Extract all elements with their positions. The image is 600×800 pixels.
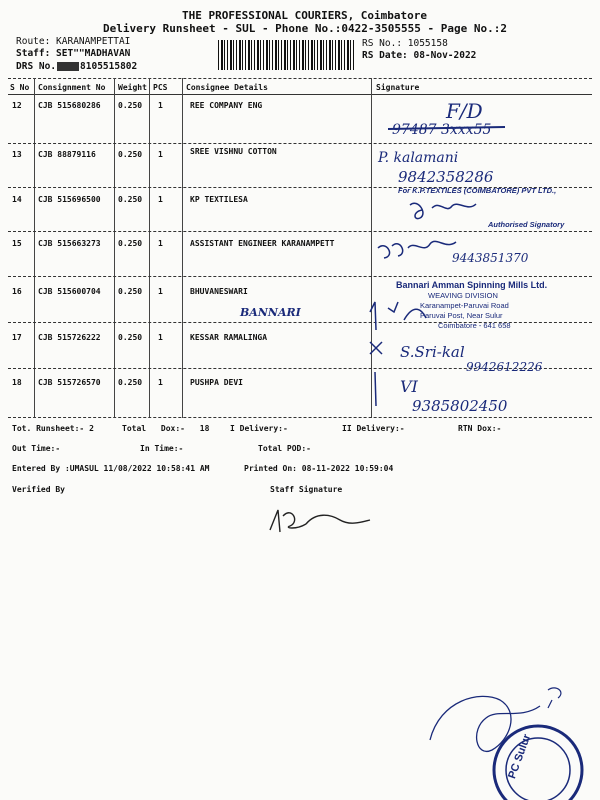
stamp-line-4: Paruvai Post, Near Sulur (420, 311, 503, 320)
stamp-line-3: Karanampet-Paruvai Road (420, 301, 509, 310)
staff-signature (270, 510, 370, 532)
row16-sign (370, 302, 426, 330)
rs-number: RS No.: 1055158 (362, 38, 448, 49)
stamp-line-1: Bannari Amman Spinning Mills Ltd. (396, 280, 548, 290)
stamp-line-5: Coimbatore - 641 658 (438, 321, 511, 330)
row-sno: 16 (12, 287, 22, 296)
row18-line (375, 372, 376, 406)
row-pcs: 1 (158, 378, 163, 387)
row-pcs: 1 (158, 101, 163, 110)
in-time: In Time:- (140, 444, 184, 453)
row-weight: 0.250 (118, 239, 143, 248)
row13-signature (377, 150, 556, 195)
auth-signatory: Authorised Signatory (488, 220, 565, 229)
row15-phone: 9443851370 (452, 251, 529, 265)
row-weight: 0.250 (118, 378, 143, 387)
rtn-dox: RTN Dox:- (458, 424, 502, 433)
ii-delivery: II Delivery:- (342, 424, 405, 433)
row17-signature (370, 342, 543, 374)
route-label: Route: KARANAMPETTAI (16, 36, 131, 47)
out-time: Out Time:- (12, 444, 61, 453)
row-consignee: REE COMPANY ENG (190, 101, 263, 110)
row-consignment: CJB 515680286 (38, 101, 101, 110)
row-consignee: SREE VISHNU COTTON (190, 147, 277, 156)
row-consignment: CJB 515726222 (38, 333, 101, 342)
row-pcs: 1 (158, 195, 163, 204)
staff-sign-scrawl (270, 510, 370, 532)
row17-phone: 9942612226 (466, 360, 543, 374)
row18-name: VI (400, 377, 418, 396)
kalamani-phone: 9842358286 (398, 168, 494, 186)
row-pcs: 1 (158, 287, 163, 296)
entered-by: Entered By :UMASUL 11/08/2022 10:58:41 AM (12, 464, 210, 473)
row-weight: 0.250 (118, 287, 143, 296)
row-consignee: PUSHPA DEVI (190, 378, 243, 387)
i-delivery: I Delivery:- (230, 424, 288, 433)
row-weight: 0.250 (118, 150, 143, 159)
row18-phone: 9385802450 (412, 397, 508, 415)
row16-signature (239, 280, 547, 330)
row-weight: 0.250 (118, 101, 143, 110)
col-weight: Weight (118, 83, 147, 92)
row-consignment: CJB 88879116 (38, 150, 96, 159)
row-sno: 14 (12, 195, 22, 204)
verified-by: Verified By (12, 485, 65, 494)
drs-prefix: DRS No. (16, 61, 57, 72)
stamp-mark (548, 688, 561, 708)
row18-signature (375, 372, 508, 415)
stamp-line-2: WEAVING DIVISION (428, 291, 498, 300)
row-weight: 0.250 (118, 195, 143, 204)
rs-date: RS Date: 08-Nov-2022 (362, 50, 477, 61)
row-sno: 13 (12, 150, 22, 159)
printed-on: Printed On: 08-11-2022 10:59:04 (244, 464, 394, 473)
row-consignee: KP TEXTILESA (190, 195, 248, 204)
row15-signature (378, 241, 529, 265)
col-consignee: Consignee Details (186, 83, 268, 92)
drs-number: 8105515802 (80, 61, 138, 72)
row-sno: 18 (12, 378, 22, 387)
stamp-text: PC Sulur (506, 732, 534, 781)
x-mark (370, 342, 382, 354)
kp-sign (410, 203, 476, 218)
row-pcs: 1 (158, 333, 163, 342)
row-consignee: KESSAR RAMALINGA (190, 333, 268, 342)
company-title: THE PROFESSIONAL COURIERS, Coimbatore (182, 9, 428, 22)
row-weight: 0.250 (118, 333, 143, 342)
runsheet-title: Delivery Runsheet - SUL - Phone No.:0422-3505555 - Page No.:2 (103, 22, 507, 35)
round-stamp (430, 688, 582, 800)
row12-signature (388, 99, 505, 138)
row-sno: 15 (12, 239, 22, 248)
row-consignment: CJB 515600704 (38, 287, 101, 296)
row-sno: 12 (12, 101, 22, 110)
staff-label: Staff: SET""MADHAVAN (16, 48, 131, 59)
row-consignment: CJB 515726570 (38, 378, 101, 387)
col-consignment: Consignment No (38, 83, 106, 92)
row17-name: S.Sri-kal (400, 343, 465, 361)
row-pcs: 1 (158, 150, 163, 159)
row14-signature (410, 203, 565, 229)
row-consignee: BHUVANESWARI (190, 287, 248, 296)
row-sno: 17 (12, 333, 22, 342)
total-runsheet: Tot. Runsheet:- 2 (12, 424, 94, 433)
fd-mark: F/D (446, 99, 483, 123)
row-pcs: 1 (158, 239, 163, 248)
col-sno: S No (10, 83, 30, 92)
col-signature: Signature (376, 83, 420, 92)
row-consignment: CJB 515696500 (38, 195, 101, 204)
staff-signature-label: Staff Signature (270, 485, 343, 494)
total-pod: Total POD:- (258, 444, 311, 453)
col-pcs: PCS (153, 83, 168, 92)
total-dox: Total Dox:- 18 (122, 424, 210, 433)
bannari-note: BANNARI (240, 306, 301, 319)
row-consignee: ASSISTANT ENGINEER KARANAMPETT (190, 239, 335, 248)
row-consignment: CJB 515663273 (38, 239, 101, 248)
struck-number: 97487 3xxx55 (392, 122, 492, 138)
kp-stamp: For K.P.TEXTILES (COIMBATORE) PVT LTD., (398, 186, 557, 195)
tamil-sign (378, 241, 456, 258)
kalamani-sign: P. kalamani (378, 150, 459, 166)
